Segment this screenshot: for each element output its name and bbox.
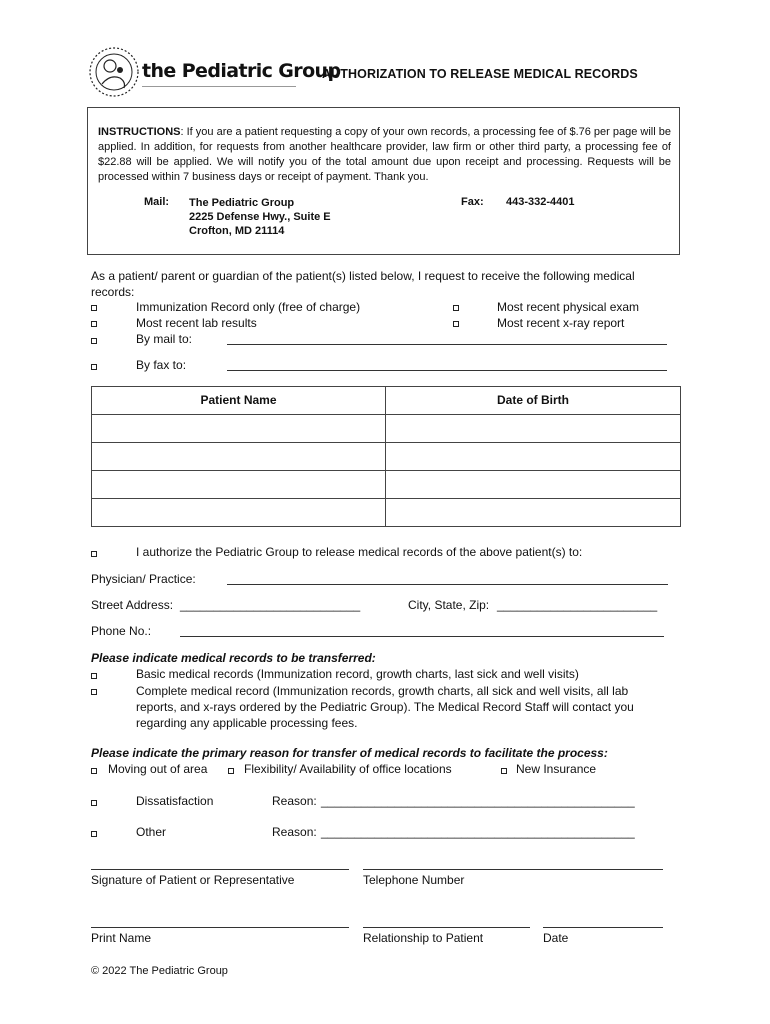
other-reason-label: Reason: [272, 825, 317, 839]
phone-label: Phone No.: [91, 624, 152, 638]
checkbox-moving[interactable] [91, 768, 97, 774]
option-xray: Most recent x-ray report [497, 316, 625, 330]
checkbox-physical-exam[interactable] [453, 305, 459, 311]
reason-heading: Please indicate the primary reason for transfer of medical records to facilitate the process: [91, 746, 608, 760]
mail-address: The Pediatric Group 2225 Defense Hwy., Suite E Crofton, MD 21114 [189, 197, 331, 237]
checkbox-by-mail[interactable] [91, 338, 97, 344]
dissatisfaction-reason-label: Reason: [272, 794, 317, 808]
dob-cell[interactable] [386, 415, 681, 443]
checkbox-dissatisfaction[interactable] [91, 800, 97, 806]
relationship-label: Relationship to Patient [363, 931, 484, 945]
date-field[interactable] [543, 927, 663, 928]
dob-cell[interactable] [386, 443, 681, 471]
city-state-zip-field[interactable]: ________________________ [497, 598, 658, 612]
city-state-zip-label: City, State, Zip: [408, 598, 490, 612]
option-lab-results: Most recent lab results [136, 316, 257, 330]
option-immunization: Immunization Record only (free of charge) [136, 300, 361, 314]
patient-name-cell[interactable] [92, 443, 386, 471]
checkbox-basic-records[interactable] [91, 673, 97, 679]
other-label: Other [136, 825, 167, 839]
table-row [92, 499, 681, 527]
table-row [92, 443, 681, 471]
complete-records-label: Complete medical record (Immunization records, growth charts, all sick and well visits, all lab reports, and x-rays ordered by the Pediatric Group). The Medical Record Staff will contact you regarding any applicable processing fees. [136, 684, 634, 730]
logo-emblem-icon [88, 44, 140, 100]
other-reason-field[interactable]: _______________________________________________ [321, 825, 635, 839]
request-intro: As a patient/ parent or guardian of the patient(s) listed below, I request to receive the following medical records: [91, 269, 635, 299]
street-address-field[interactable]: ___________________________ [180, 598, 361, 612]
telephone-field[interactable] [363, 869, 663, 870]
page-title: AUTHORIZATION TO RELEASE MEDICAL RECORDS [322, 67, 638, 81]
patient-name-cell[interactable] [92, 471, 386, 499]
option-physical-exam: Most recent physical exam [497, 300, 640, 314]
dissatisfaction-reason-field[interactable]: _______________________________________________ [321, 794, 635, 808]
by-mail-label: By mail to: [136, 332, 193, 346]
print-name-label: Print Name [91, 931, 152, 945]
basic-records-label: Basic medical records (Immunization record, growth charts, last sick and well visits) [136, 667, 579, 681]
by-mail-field[interactable] [227, 344, 667, 345]
checkbox-flexibility[interactable] [228, 768, 234, 774]
checkbox-other[interactable] [91, 831, 97, 837]
patient-name-cell[interactable] [92, 499, 386, 527]
patient-name-header: Patient Name [92, 387, 386, 415]
by-fax-field[interactable] [227, 370, 667, 371]
checkbox-by-fax[interactable] [91, 364, 97, 370]
dob-cell[interactable] [386, 499, 681, 527]
fax-label: Fax: [461, 196, 484, 208]
fax-number: 443-332-4401 [506, 196, 575, 208]
date-label: Date [543, 931, 569, 945]
checkbox-immunization[interactable] [91, 305, 97, 311]
signature-field[interactable] [91, 869, 349, 870]
signature-label: Signature of Patient or Representative [91, 873, 295, 887]
mail-label: Mail: [144, 196, 170, 208]
checkbox-lab-results[interactable] [91, 321, 97, 327]
transfer-heading: Please indicate medical records to be transferred: [91, 651, 376, 665]
checkbox-new-insurance[interactable] [501, 768, 507, 774]
logo-underline [142, 86, 296, 87]
patient-name-cell[interactable] [92, 415, 386, 443]
new-insurance-label: New Insurance [516, 762, 597, 776]
checkbox-xray[interactable] [453, 321, 459, 327]
table-row [92, 471, 681, 499]
logo-text: the Pediatric Group [142, 60, 341, 82]
phone-field[interactable] [180, 636, 664, 637]
patient-table [91, 386, 681, 527]
instructions-box [87, 107, 680, 255]
copyright: © 2022 The Pediatric Group [91, 965, 228, 977]
dob-cell[interactable] [386, 471, 681, 499]
telephone-label: Telephone Number [363, 873, 465, 887]
checkbox-authorize[interactable] [91, 551, 97, 557]
table-row [92, 415, 681, 443]
physician-field[interactable] [227, 584, 668, 585]
flexibility-label: Flexibility/ Availability of office locations [244, 762, 452, 776]
physician-label: Physician/ Practice: [91, 572, 196, 586]
street-address-label: Street Address: [91, 598, 174, 612]
moving-label: Moving out of area [108, 762, 208, 776]
table-header-row [92, 387, 681, 415]
print-name-field[interactable] [91, 927, 349, 928]
dissatisfaction-label: Dissatisfaction [136, 794, 214, 808]
by-fax-label: By fax to: [136, 358, 187, 372]
instructions-text: INSTRUCTIONS: If you are a patient requesting a copy of your own records, a processing fee of $.76 per page will be applied. In addition, for requests from another healthcare provider, law firm or other third party, a processing fee of $22.88 will be applied. We will notify you of the total amount due upon receipt and processing. Requests will be processed within 7 business days or receipt of payment. Thank you. [98, 126, 671, 183]
checkbox-complete-records[interactable] [91, 689, 97, 695]
dob-header: Date of Birth [386, 387, 681, 415]
relationship-field[interactable] [363, 927, 530, 928]
authorize-text: I authorize the Pediatric Group to release medical records of the above patient(s) to: [136, 545, 583, 559]
